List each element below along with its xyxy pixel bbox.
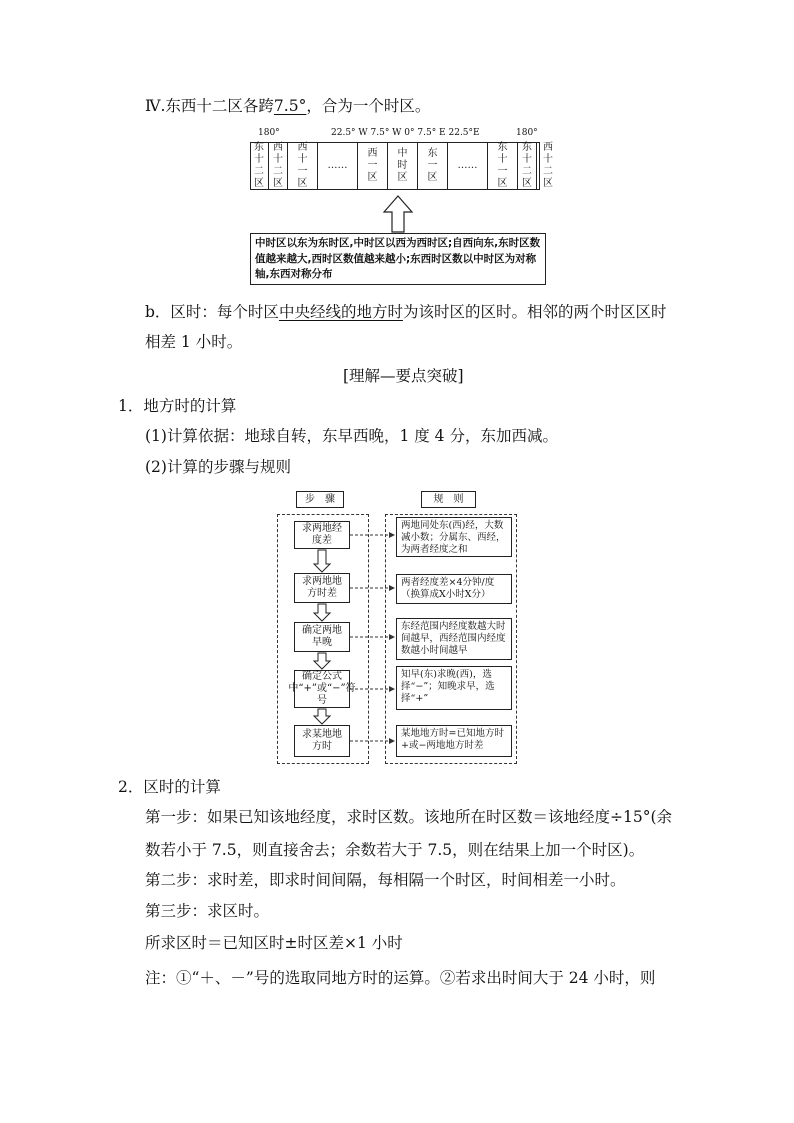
flow-rule-box: 东经范围内经度数越大时间越早，西经范围内经度数越小时间越早 — [396, 618, 512, 660]
timezone-char: 十 — [273, 154, 283, 165]
rules-header-text: 规 则 — [433, 493, 464, 505]
timezone-char: 十 — [497, 154, 508, 165]
timezone-char: 二 — [543, 166, 553, 177]
para-b-line2: 相差 1 小时。 — [145, 333, 243, 351]
flow-rule-box: 知早(东)求晚(西)，选择“−”；知晚求早，选择“+” — [396, 666, 512, 710]
timezone-char: 区 — [397, 172, 408, 183]
timezone-char: 东 — [497, 142, 508, 153]
flow-down-arrow-icon — [314, 550, 330, 572]
timezone-char: 区 — [254, 178, 264, 189]
timezone-char: 东 — [254, 142, 264, 153]
tz-note-text: 中时区以东为东时区,中时区以西为西时区;自西向东,东时区数值越来越大,西时区数值越来越小;东西时区数以中时区为对称轴,东西对称分布 — [255, 237, 541, 280]
timezone-char: 时 — [397, 160, 408, 171]
para-b-underlined: 中央经线的地方时 — [278, 303, 403, 321]
section-iv-suffix: ，合为一个时区。 — [306, 97, 431, 115]
timezone-char: 区 — [522, 178, 532, 189]
flow-step-box: 确定公式中“+”或“−”符号 — [288, 671, 356, 706]
flow-step-box: 求两地经度差 — [294, 521, 350, 549]
flow-down-arrow-icon — [314, 604, 330, 621]
item2-step1-b: 数若小于 7.5，则直接舍去；余数若大于 7.5，则在结果上加一个时区)。 — [145, 841, 645, 859]
deg-mid: 22.5° W 7.5° W 0° 7.5° E 22.5°E — [331, 128, 480, 138]
flow-down-arrow-icon — [314, 709, 330, 724]
item2-step1-a: 第一步：如果已知该地经度，求时区数。该地所在时区数＝该地经度÷15°(余 — [145, 808, 673, 826]
steps-header-text: 步 骤 — [305, 493, 335, 505]
section-iv-prefix: Ⅳ.东西十二区各跨 — [145, 97, 274, 115]
timezone-char: 一 — [297, 166, 308, 177]
timezone-char: 二 — [273, 166, 283, 177]
para-b-prefix: b．区时：每个时区 — [145, 303, 279, 321]
timezone-char: 二 — [254, 166, 264, 177]
flow-rule-box: 某地地方时=已知地方时+或−两地地方时差 — [396, 725, 512, 757]
item1-title: 1．地方时的计算 — [118, 397, 237, 415]
item2-step3: 第三步：求区时。 — [145, 902, 270, 920]
section-heading: [理解—要点突破] — [343, 367, 464, 385]
timezone-char: 十 — [522, 154, 532, 165]
timezone-char: 西 — [543, 142, 553, 153]
timezone-char: 西 — [297, 142, 308, 153]
section-iv-amount: 7.5° — [273, 97, 307, 115]
flow-rule-box: 两地同处东(西)经，大数减小数；分属东、西经，为两者经度之和 — [396, 517, 512, 557]
timezone-char: 区 — [497, 178, 508, 189]
timezone-char: 二 — [522, 166, 532, 177]
timezone-char: 十 — [254, 154, 264, 165]
item1-sub1: (1)计算依据：地球自转，东早西晚，1 度 4 分，东加西减。 — [145, 427, 558, 445]
flow-rule-box: 两者经度差×4分钟/度（换算成X小时X分） — [396, 574, 512, 604]
timezone-char: 东 — [427, 148, 438, 159]
item2-title: 2．区时的计算 — [118, 778, 221, 796]
timezone-char: 一 — [367, 160, 378, 171]
timezone-char: 一 — [427, 160, 438, 171]
item2-note: 注：①“＋、－”号的选取同地方时的运算。②若求出时间大于 24 小时，则 — [145, 969, 656, 987]
timezone-char: 中 — [397, 148, 408, 159]
timezone-char: …… — [327, 160, 348, 171]
timezone-char: 东 — [522, 142, 532, 153]
item1-sub2: (2)计算的步骤与规则 — [145, 458, 291, 476]
deg-right: 180° — [516, 128, 538, 138]
timezone-char: …… — [457, 160, 478, 171]
deg-left: 180° — [258, 128, 280, 138]
timezone-char: 区 — [367, 172, 378, 183]
flow-step-box: 求某地地方时 — [294, 725, 350, 757]
flow-step-box: 求两地地方时差 — [294, 573, 350, 603]
timezone-char: 区 — [297, 178, 308, 189]
timezone-char: 西 — [367, 148, 378, 159]
item2-step2: 第二步：求时差，即求时间间隔，每相隔一个时区，时间相差一小时。 — [145, 871, 626, 889]
timezone-char: 区 — [273, 178, 283, 189]
flow-step-box: 确定两地早晚 — [294, 622, 350, 652]
timezone-char: 一 — [497, 166, 508, 177]
timezone-char: 区 — [543, 178, 553, 189]
timezone-char: 十 — [543, 154, 553, 165]
item2-formula: 所求区时＝已知区时±时区差×1 小时 — [145, 934, 403, 952]
flow-down-arrow-icon — [314, 653, 330, 669]
timezone-char: 十 — [297, 154, 308, 165]
timezone-char: 西 — [273, 142, 283, 153]
para-b-suffix: 为该时区的区时。相邻的两个时区区时 — [402, 303, 667, 321]
timezone-char: 区 — [427, 172, 438, 183]
